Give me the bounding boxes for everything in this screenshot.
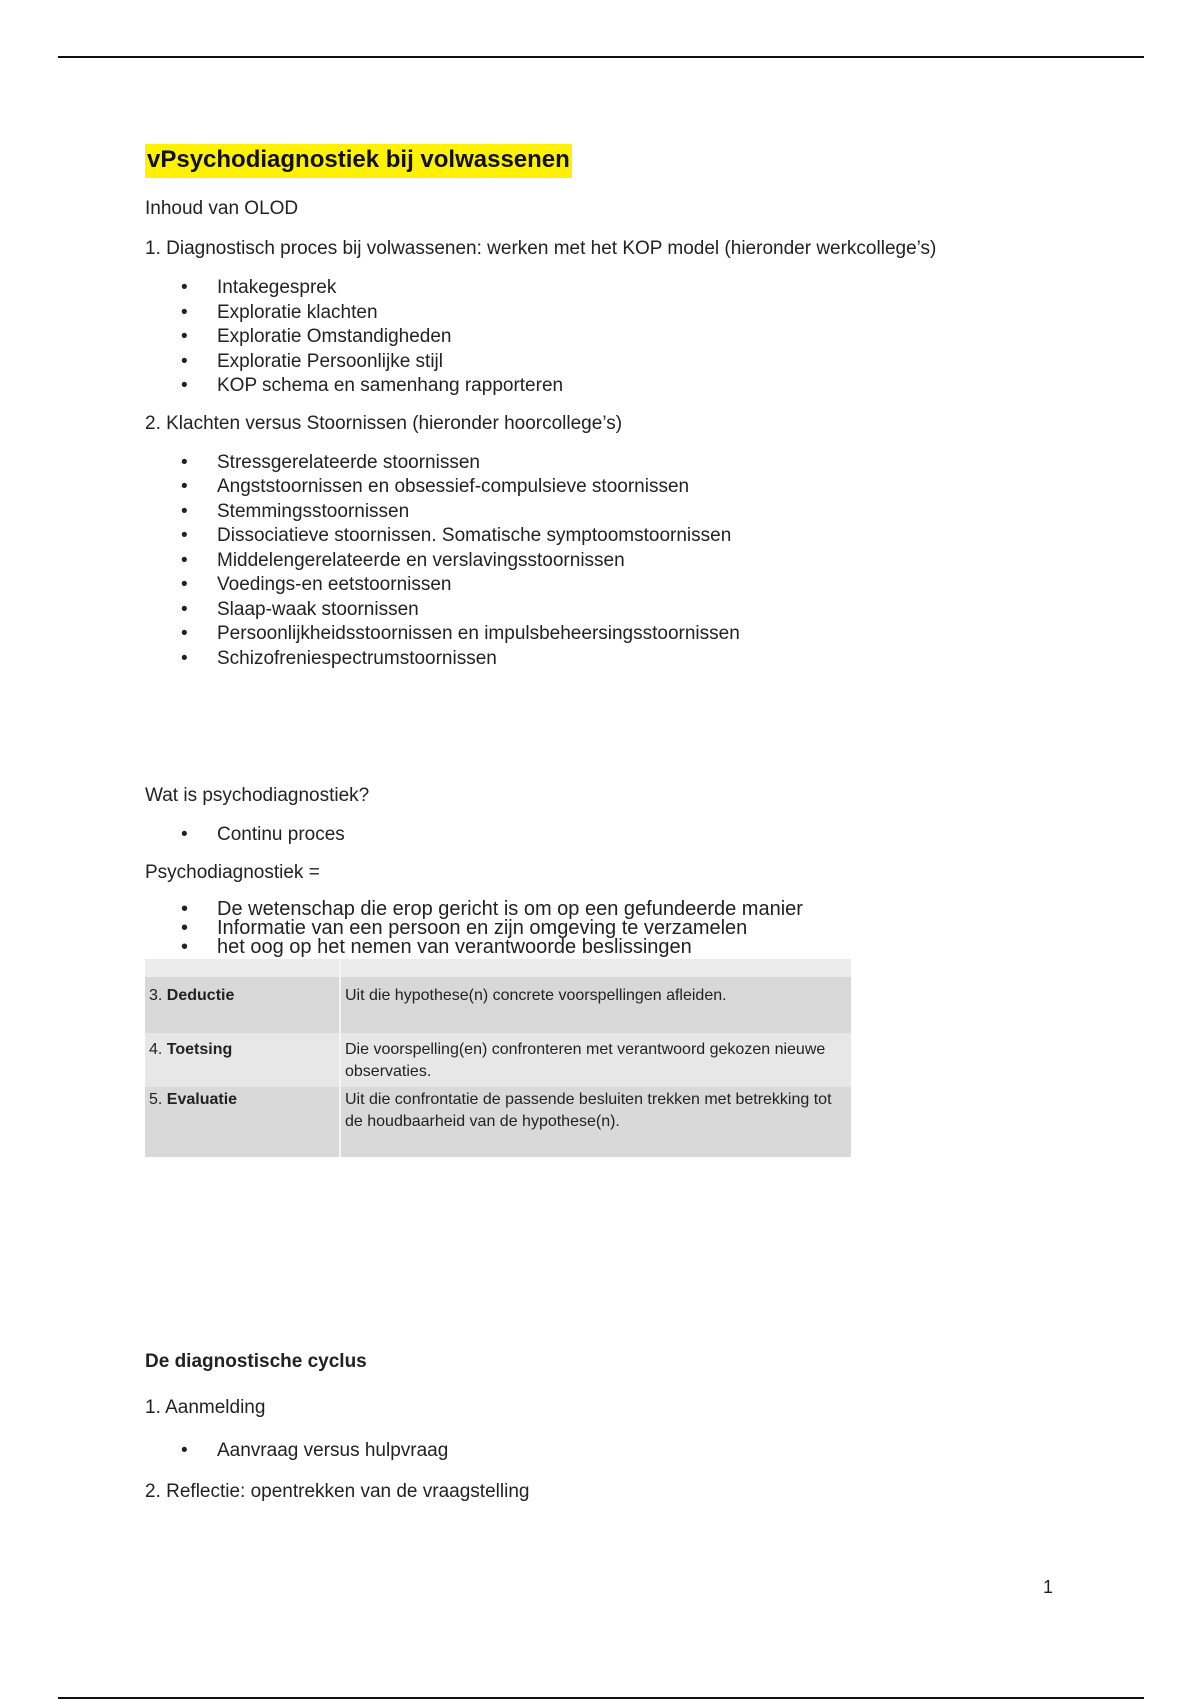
cycle-step1: 1. Aanmelding bbox=[145, 1396, 266, 1418]
page-number: 1 bbox=[1043, 1577, 1054, 1597]
list-item: • Exploratie Persoonlijke stijl bbox=[217, 350, 1105, 375]
list-item: • Stressgerelateerde stoornissen bbox=[217, 451, 1105, 476]
table-row bbox=[145, 1033, 851, 1087]
section1-heading: 1. Diagnostisch proces bij volwassenen: werken met het KOP model (hieronder werkcollege’s) bbox=[145, 238, 937, 259]
step-description: Uit die hypothese(n) concrete voorspellingen afleiden. bbox=[340, 977, 851, 1033]
cycle-heading: De diagnostische cyclus bbox=[145, 1350, 367, 1372]
spacer bbox=[145, 1157, 1105, 1349]
step-number: 3. bbox=[149, 986, 163, 1004]
bottom-rule bbox=[58, 1697, 1144, 1699]
step-number: 4. bbox=[149, 1040, 163, 1058]
list-item: • Dissociatieve stoornissen. Somatische symptoomstoornissen bbox=[217, 524, 1105, 549]
definition-list bbox=[145, 897, 1105, 958]
step-name: Deductie bbox=[166, 986, 235, 1004]
list-item: • Informatie van een persoon en zijn omgeving te verzamelen bbox=[217, 919, 1105, 938]
cycle-step2: 2. Reflectie: opentrekken van de vraagstelling bbox=[145, 1481, 530, 1502]
step-number: 5. bbox=[149, 1090, 163, 1108]
list-item: • Schizofreniespectrumstoornissen bbox=[217, 647, 1105, 672]
document-body bbox=[145, 144, 1105, 1505]
list-item: • Aanvraag versus hulpvraag bbox=[217, 1439, 1105, 1464]
section2-heading: 2. Klachten versus Stoornissen (hieronder hoorcollege’s) bbox=[145, 412, 623, 434]
list-item: • Exploratie Omstandigheden bbox=[217, 325, 1105, 350]
spacer bbox=[145, 683, 1105, 783]
definition-label: Psychodiagnostiek = bbox=[145, 861, 320, 883]
list-item: • Exploratie klachten bbox=[217, 301, 1105, 326]
list-item: • Voedings-en eetstoornissen bbox=[217, 573, 1105, 598]
cycle-step1-list bbox=[145, 1439, 1105, 1464]
table-row bbox=[145, 959, 851, 977]
step-description: Die voorspelling(en) confronteren met verantwoord gekozen nieuwe observaties. bbox=[340, 1033, 851, 1087]
top-rule bbox=[58, 56, 1144, 58]
list-item: • Continu proces bbox=[217, 823, 1105, 848]
intro-text: Inhoud van OLOD bbox=[145, 198, 299, 219]
step-name: Toetsing bbox=[166, 1040, 233, 1058]
list-item: • Stemmingsstoornissen bbox=[217, 500, 1105, 525]
section2-list bbox=[145, 451, 1105, 672]
list-item: • Middelengerelateerde en verslavingsstoornissen bbox=[217, 549, 1105, 574]
list-item: • KOP schema en samenhang rapporteren bbox=[217, 374, 1105, 399]
cycle-table-image bbox=[145, 959, 851, 1157]
list-item: • Slaap-waak stoornissen bbox=[217, 598, 1105, 623]
what-is-question: Wat is psychodiagnostiek? bbox=[145, 785, 370, 806]
list-item: • Intakegesprek bbox=[217, 276, 1105, 301]
section1-list bbox=[145, 276, 1105, 399]
table-row bbox=[145, 1087, 851, 1157]
step-name: Evaluatie bbox=[166, 1090, 238, 1108]
list-item: • De wetenschap die erop gericht is om op een gefundeerde manier bbox=[217, 900, 1105, 919]
table-row bbox=[145, 977, 851, 1033]
list-item: • het oog op het nemen van verantwoorde beslissingen bbox=[217, 938, 1105, 957]
list-item: • Angststoornissen en obsessief-compulsieve stoornissen bbox=[217, 475, 1105, 500]
step-description: Uit die confrontatie de passende besluiten trekken met betrekking tot de houdbaarheid van de hypothese(n). bbox=[340, 1087, 851, 1157]
list-item: • Persoonlijkheidsstoornissen en impulsbeheersingsstoornissen bbox=[217, 622, 1105, 647]
what-is-list bbox=[145, 823, 1105, 848]
document-title: vPsychodiagnostiek bij volwassenen bbox=[145, 144, 572, 178]
